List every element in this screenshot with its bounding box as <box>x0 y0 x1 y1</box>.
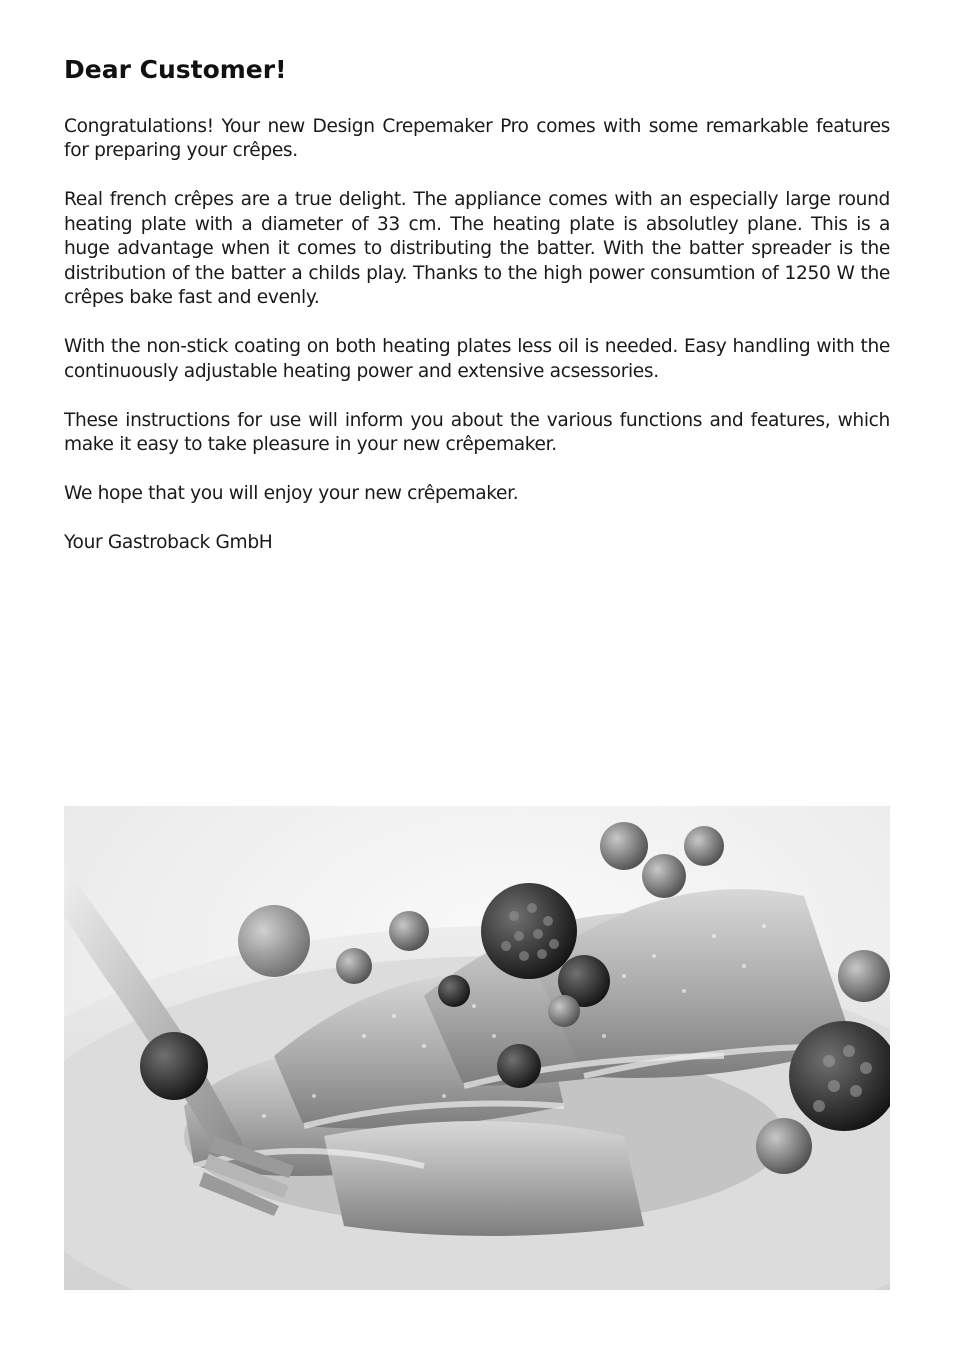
paragraph-instructions: These instructions for use will inform you about the various functions and features, which make it easy to take pleasure in your new crêpemaker. <box>64 409 890 456</box>
paragraph-intro: Congratulations! Your new Design Crepemaker Pro comes with some remarkable features for preparing your crêpes. <box>64 115 890 162</box>
letter-page <box>64 56 890 580</box>
paragraph-heating-plate: Real french crêpes are a true delight. The appliance comes with an especially large round heating plate with a diameter of 33 cm. The heating plate is absolutley plane. This is a huge advantage when it comes to distributing the batter. With the batter spreader is the distribution of the batter a childs play. Thanks to the high power consumtion of 1250 W the crêpes bake fast and evenly. <box>64 189 890 309</box>
crepes-plate-illustration <box>64 806 890 1290</box>
page-title: Dear Customer! <box>64 55 287 84</box>
signature: Your Gastroback GmbH <box>64 532 273 554</box>
paragraph-non-stick: With the non-stick coating on both heating plates less oil is needed. Easy handling with the continuously adjustable heating power and extensive acsessories. <box>64 336 890 382</box>
paragraph-enjoy: We hope that you will enjoy your new crêpemaker. <box>64 483 519 505</box>
crepes-plate-photo <box>64 806 890 1290</box>
